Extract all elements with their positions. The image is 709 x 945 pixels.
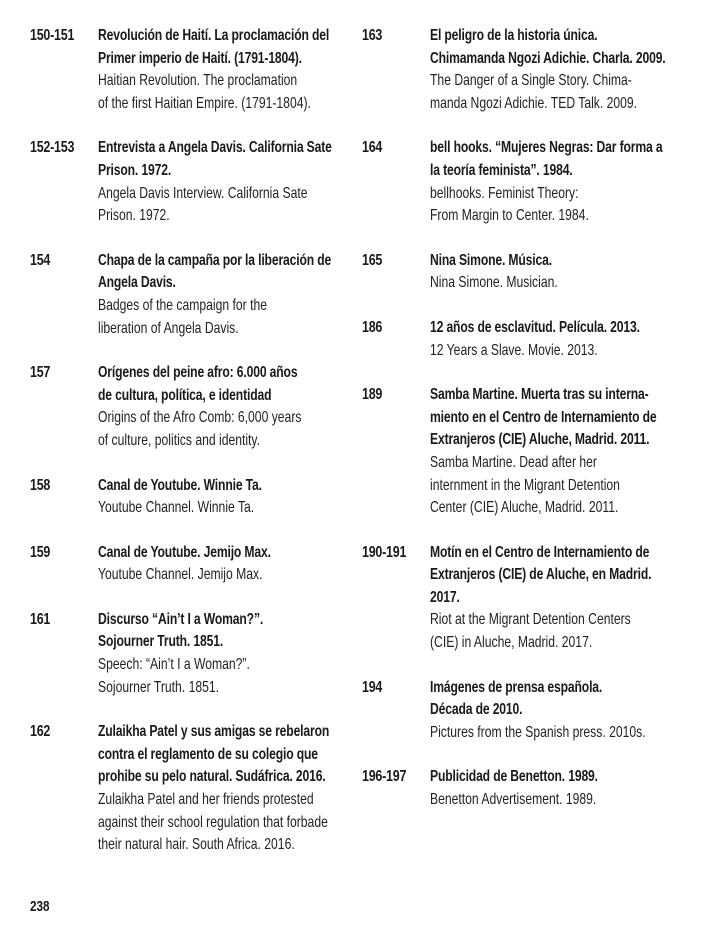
- entry-page-ref: 158: [30, 476, 51, 494]
- entry-description: Discurso “Ain’t I a Woman?”. Sojourner Truth. 1851. Speech: “Ain’t I a Woman?”. Sojourner Truth. 1851.: [98, 610, 264, 696]
- entry-page-ref: 194: [362, 678, 383, 696]
- entry-page-ref: 162: [30, 723, 51, 741]
- entry-page-ref: 159: [30, 543, 51, 561]
- entry-description: Chapa de la campaña por la liberación de Angela Davis. Badges of the campaign for the liberation of Angela Davis.: [98, 251, 332, 337]
- entry-page-ref: 154: [30, 251, 51, 269]
- entry-description: Canal de Youtube. Winnie Ta. Youtube Channel. Winnie Ta.: [98, 476, 262, 517]
- entry-page-ref: 152-153: [30, 139, 75, 157]
- left-column: [30, 25, 350, 879]
- credit-entry: [362, 384, 682, 520]
- credit-entry: [30, 25, 350, 115]
- credit-entry: [362, 25, 682, 115]
- entry-page-ref: 186: [362, 318, 383, 336]
- entry-page-ref: 190-191: [362, 543, 407, 561]
- entry-description: 12 años de esclavitud. Película. 2013. 12 Years a Slave. Movie. 2013.: [430, 318, 640, 359]
- credit-entry: [362, 250, 682, 295]
- entry-description: Publicidad de Benetton. 1989. Benetton Advertisement. 1989.: [430, 768, 598, 809]
- credit-entry: [30, 250, 350, 340]
- entry-description: Orígenes del peine afro: 6.000 años de cultura, política, e identidad Origins of the Afro Comb: 6,000 years of culture, politics and identity.: [98, 364, 302, 449]
- credit-entry: [362, 542, 682, 655]
- credit-entry: [30, 362, 350, 452]
- credit-entry: [30, 475, 350, 520]
- entry-description: Samba Martine. Muerta tras su interna- miento en el Centro de Internamiento de Extranjeros (CIE) Aluche, Madrid. 2011. Samba Martine. Dead after her internment in the Migrant Detention Center (CIE) Aluche, Madrid. 2011.: [430, 386, 657, 517]
- entry-description: Zulaikha Patel y sus amigas se rebelaron contra el reglamento de su colegio que prohibe su pelo natural. Sudáfrica. 2016. Zulaikha Patel and her friends protested against their school regulation that forbade their natural hair. South Africa. 2016.: [98, 723, 330, 854]
- entry-page-ref: 150-151: [30, 27, 75, 44]
- entry-page-ref: 163: [362, 27, 383, 44]
- entry-description: Nina Simone. Música. Nina Simone. Musician.: [430, 251, 558, 292]
- credit-entry: [362, 317, 682, 362]
- entry-page-ref: 164: [362, 139, 383, 157]
- credit-entry: [30, 542, 350, 587]
- entry-description: Canal de Youtube. Jemijo Max. Youtube Channel. Jemijo Max.: [98, 543, 271, 584]
- credit-entry: [362, 677, 682, 745]
- entry-page-ref: 157: [30, 364, 51, 382]
- entry-description: bell hooks. “Mujeres Negras: Dar forma a la teoría feminista”. 1984. bellhooks. Feminist Theory: From Margin to Center. 1984.: [430, 139, 663, 225]
- entry-description: Revolución de Haití. La proclamación del Primer imperio de Haití. (1791-1804). Haitian Revolution. The proclamation of the first Haitian Empire. (1791-1804).: [98, 27, 330, 112]
- entry-description: El peligro de la historia única. Chimamanda Ngozi Adichie. Charla. 2009. The Danger of a Single Story. Chima- manda Ngozi Adichie. TED Talk. 2009.: [430, 27, 666, 112]
- credit-entry: [30, 609, 350, 699]
- entry-description: Entrevista a Angela Davis. California Sate Prison. 1972. Angela Davis Interview. California Sate Prison. 1972.: [98, 139, 332, 225]
- entry-page-ref: 189: [362, 386, 383, 404]
- credit-entry: [362, 766, 682, 811]
- credit-entry: [30, 137, 350, 227]
- credit-entry: [362, 137, 682, 227]
- credit-entry: [30, 721, 350, 857]
- entry-description: Imágenes de prensa española. Década de 2010. Pictures from the Spanish press. 2010s.: [430, 678, 646, 741]
- entry-description: Motín en el Centro de Internamiento de Extranjeros (CIE) de Aluche, en Madrid. 2017. Riot at the Migrant Detention Centers (CIE) in Aluche, Madrid. 2017.: [430, 543, 652, 652]
- entry-page-ref: 165: [362, 251, 383, 269]
- page-number: 238: [30, 898, 50, 915]
- entry-page-ref: 196-197: [362, 768, 407, 786]
- right-column: [362, 25, 682, 834]
- entry-page-ref: 161: [30, 610, 51, 628]
